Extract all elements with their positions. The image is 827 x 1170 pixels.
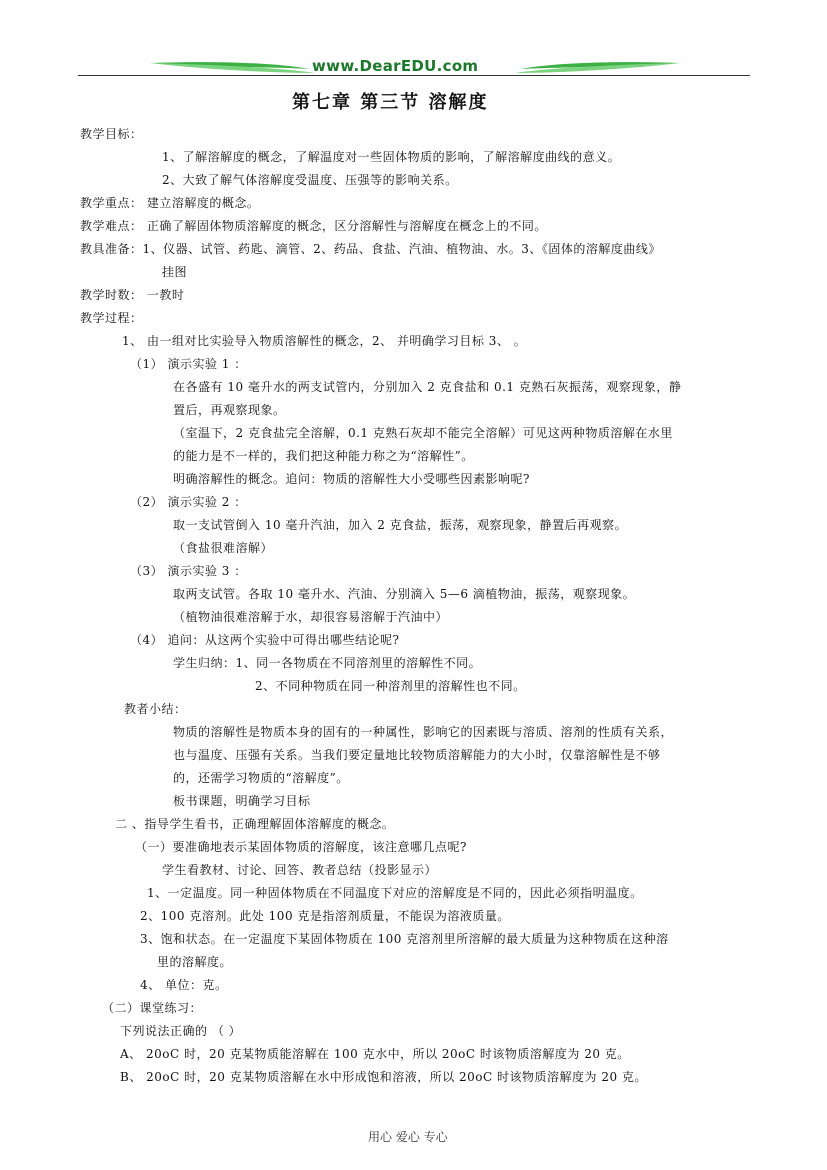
experiment-heading: （3） 演示实验 3 ： — [130, 564, 247, 578]
paragraph-line: 2、不同种物质在同一种溶剂里的溶解性也不同。 — [255, 679, 526, 693]
section-label-summary: 教者小结： — [124, 702, 187, 716]
list-item: 3、饱和状态。在一定温度下某固体物质在 100 克溶剂里所溶解的最大质量为这种物质在这种溶 — [140, 932, 669, 946]
page-title: 第七章 第三节 溶解度 — [292, 92, 489, 113]
page-footer: 用心 爱心 专心 — [368, 1130, 448, 1144]
process-step: 1、 由一组对比实验导入物质溶解性的概念，2、 并明确学习目标 3、 。 — [122, 334, 527, 348]
experiment-heading: （1） 演示实验 1 ： — [130, 357, 247, 371]
logo-text[interactable]: www.DearEDU.com — [312, 57, 479, 75]
teaching-aids: 教具准备：1、仪器、试管、药匙、滴管、2、药品、食盐、汽油、植物油、水。3、《固体的溶解度曲线》 — [80, 242, 661, 256]
experiment-heading: （2） 演示实验 2 ： — [130, 495, 247, 509]
subsection-heading: （一）要准确地表示某固体物质的溶解度，该注意哪几点呢? — [135, 840, 467, 854]
key-point: 教学重点： 建立溶解度的概念。 — [80, 196, 260, 210]
paragraph-line: （室温下，2 克食盐完全溶解，0.1 克熟石灰却不能完全溶解）可见这两种物质溶解在水里 — [173, 426, 673, 440]
exercise-option-a: A、 20oC 时，20 克某物质能溶解在 100 克水中，所以 20oC 时该物质溶解度为 20 克。 — [120, 1047, 630, 1061]
paragraph-line: （食盐很难溶解） — [173, 541, 274, 555]
teaching-hours: 教学时数： 一教时 — [80, 288, 185, 302]
subsection-heading: （二）课堂练习： — [102, 1001, 203, 1015]
section-label-goals: 教学目标： — [80, 127, 143, 141]
header-rule — [78, 75, 750, 76]
list-item: 4、 单位：克。 — [140, 978, 228, 992]
paragraph-line: 明确溶解性的概念。追问：物质的溶解性大小受哪些因素影响呢? — [173, 472, 530, 486]
list-item: 2、100 克溶剂。此处 100 克是指溶剂质量，不能误为溶液质量。 — [140, 909, 510, 923]
exercise-option-b: B、 20oC 时，20 克某物质溶解在水中形成饱和溶液，所以 20oC 时该物质溶解度为 20 克。 — [120, 1070, 647, 1084]
teaching-aids-cont: 挂图 — [162, 265, 188, 279]
list-item: 1、一定温度。同一种固体物质在不同温度下对应的溶解度是不同的，因此必须指明温度。 — [147, 886, 643, 900]
paragraph-line: 板书课题，明确学习目标 — [173, 794, 311, 808]
paragraph-line: 的，还需学习物质的“溶解度”。 — [173, 771, 349, 785]
paragraph-line: （植物油很难溶解于水，却很容易溶解于汽油中） — [173, 610, 449, 624]
section-label-process: 教学过程： — [80, 311, 143, 325]
difficult-point: 教学难点： 正确了解固体物质溶解度的概念，区分溶解性与溶解度在概念上的不同。 — [80, 219, 547, 233]
paragraph-line: 学生看教材、讨论、回答、教者总结（投影显示） — [162, 863, 438, 877]
experiment-heading: （4） 追问：从这两个实验中可得出哪些结论呢? — [130, 633, 400, 647]
paragraph-line: 取一支试管倒入 10 毫升汽油，加入 2 克食盐，振荡，观察现象，静置后再观察。 — [173, 518, 628, 532]
section-heading: 二 、指导学生看书，正确理解固体溶解度的概念。 — [115, 817, 395, 831]
exercise-question: 下列说法正确的 （ ） — [120, 1024, 242, 1038]
paragraph-line: 物质的溶解性是物质本身的固有的一种属性，影响它的因素既与溶质、溶剂的性质有关系， — [173, 725, 674, 739]
list-item-cont: 里的溶解度。 — [157, 955, 233, 969]
paragraph-line: 也与温度、压强有关系。当我们要定量地比较物质溶解能力的大小时，仅靠溶解性是不够 — [173, 748, 661, 762]
paragraph-line: 在各盛有 10 毫升水的两支试管内，分别加入 2 克食盐和 0.1 克熟石灰振荡，观察现象，静 — [173, 380, 682, 394]
goal-item: 2、大致了解气体溶解度受温度、压强等的影响关系。 — [162, 173, 458, 187]
paragraph-line: 取两支试管。各取 10 毫升水、汽油、分别滴入 5—6 滴植物油，振荡，观察现象。 — [173, 587, 636, 601]
paragraph-line: 学生归纳：1、同一各物质在不同溶剂里的溶解性不同。 — [173, 656, 482, 670]
paragraph-line: 的能力是不一样的，我们把这种能力称之为“溶解性”。 — [173, 449, 474, 463]
goal-item: 1、了解溶解度的概念，了解温度对一些固体物质的影响，了解溶解度曲线的意义。 — [162, 150, 621, 164]
paragraph-line: 置后，再观察现象。 — [173, 403, 286, 417]
